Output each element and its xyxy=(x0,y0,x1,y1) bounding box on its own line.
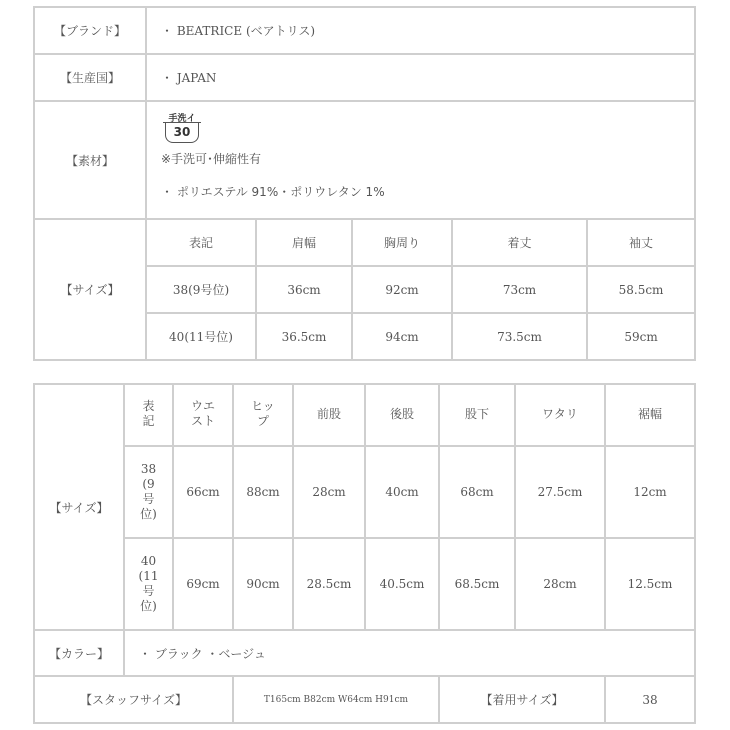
material-cell xyxy=(146,101,695,219)
hand-wash-30-icon xyxy=(163,111,201,143)
size-cell: 58.5cm xyxy=(587,266,695,313)
size-cell: 94cm xyxy=(352,313,452,360)
staff-row xyxy=(34,676,695,723)
size-cell: 27.5cm xyxy=(515,446,605,538)
bottom-size-header: 裾幅 xyxy=(605,384,695,446)
top-size-header: 着丈 xyxy=(452,219,587,266)
size-cell: 90cm xyxy=(233,538,293,630)
size-cell: 36.5cm xyxy=(256,313,352,360)
color-label: 【カラー】 xyxy=(34,630,124,676)
size-cell: 36cm xyxy=(256,266,352,313)
size-cell: 40.5cm xyxy=(365,538,439,630)
table-row xyxy=(34,538,695,630)
size-cell: 28cm xyxy=(293,446,365,538)
staff-value: T165cm B82cm W64cm H91cm xyxy=(233,676,439,723)
brand-label: 【ブランド】 xyxy=(34,7,146,54)
size-cell: 68.5cm xyxy=(439,538,515,630)
bottom-size-header: ウエ スト xyxy=(173,384,233,446)
top-spec-table xyxy=(33,6,696,361)
staff-label: 【スタッフサイズ】 xyxy=(34,676,233,723)
origin-label: 【生産国】 xyxy=(34,54,146,101)
size-cell: 40(11号位) xyxy=(146,313,256,360)
bottom-size-header: 股下 xyxy=(439,384,515,446)
size-cell: 73.5cm xyxy=(452,313,587,360)
size-cell: 69cm xyxy=(173,538,233,630)
material-label: 【素材】 xyxy=(34,101,146,219)
size-cell: 38(9号位) xyxy=(146,266,256,313)
wash-icon-text: 手洗イ xyxy=(168,113,196,124)
size-cell: 12cm xyxy=(605,446,695,538)
brand-value: ・ BEATRICE (ベアトリス) xyxy=(146,7,695,54)
size-cell: 88cm xyxy=(233,446,293,538)
bottom-size-label: 【サイズ】 xyxy=(34,384,124,630)
bottom-size-header: 後股 xyxy=(365,384,439,446)
top-size-header: 表記 xyxy=(146,219,256,266)
size-cell: 66cm xyxy=(173,446,233,538)
size-cell: 68cm xyxy=(439,446,515,538)
size-cell: 59cm xyxy=(587,313,695,360)
brand-row xyxy=(34,7,695,54)
top-size-header: 肩幅 xyxy=(256,219,352,266)
size-cell: 40cm xyxy=(365,446,439,538)
bottom-size-header: 表 記 xyxy=(124,384,173,446)
color-row xyxy=(34,630,695,676)
origin-row xyxy=(34,54,695,101)
wear-size-value: 38 xyxy=(605,676,695,723)
top-size-header: 胸周り xyxy=(352,219,452,266)
top-size-header: 袖丈 xyxy=(587,219,695,266)
top-size-label: 【サイズ】 xyxy=(34,219,146,360)
size-cell: 38 (9 号 位) xyxy=(124,446,173,538)
color-value: ・ ブラック ・ベージュ xyxy=(124,630,695,676)
bottom-size-header: 前股 xyxy=(293,384,365,446)
material-row xyxy=(34,101,695,219)
size-cell: 12.5cm xyxy=(605,538,695,630)
material-value: ・ ポリエステル 91%・ポリウレタン 1% xyxy=(161,184,385,199)
bottom-spec-table xyxy=(33,383,696,724)
wash-temp: 30 xyxy=(173,124,191,139)
size-cell: 28cm xyxy=(515,538,605,630)
wear-size-label: 【着用サイズ】 xyxy=(439,676,605,723)
size-cell: 40 (11 号 位) xyxy=(124,538,173,630)
bottom-size-header: ワタリ xyxy=(515,384,605,446)
origin-value: ・ JAPAN xyxy=(146,54,695,101)
size-cell: 28.5cm xyxy=(293,538,365,630)
bottom-size-header-row xyxy=(34,384,695,446)
top-size-header-row xyxy=(34,219,695,266)
bottom-size-header: ヒッ プ xyxy=(233,384,293,446)
size-cell: 73cm xyxy=(452,266,587,313)
size-cell: 92cm xyxy=(352,266,452,313)
table-row xyxy=(34,446,695,538)
care-note: ※手洗可･伸縮性有 xyxy=(161,151,262,166)
